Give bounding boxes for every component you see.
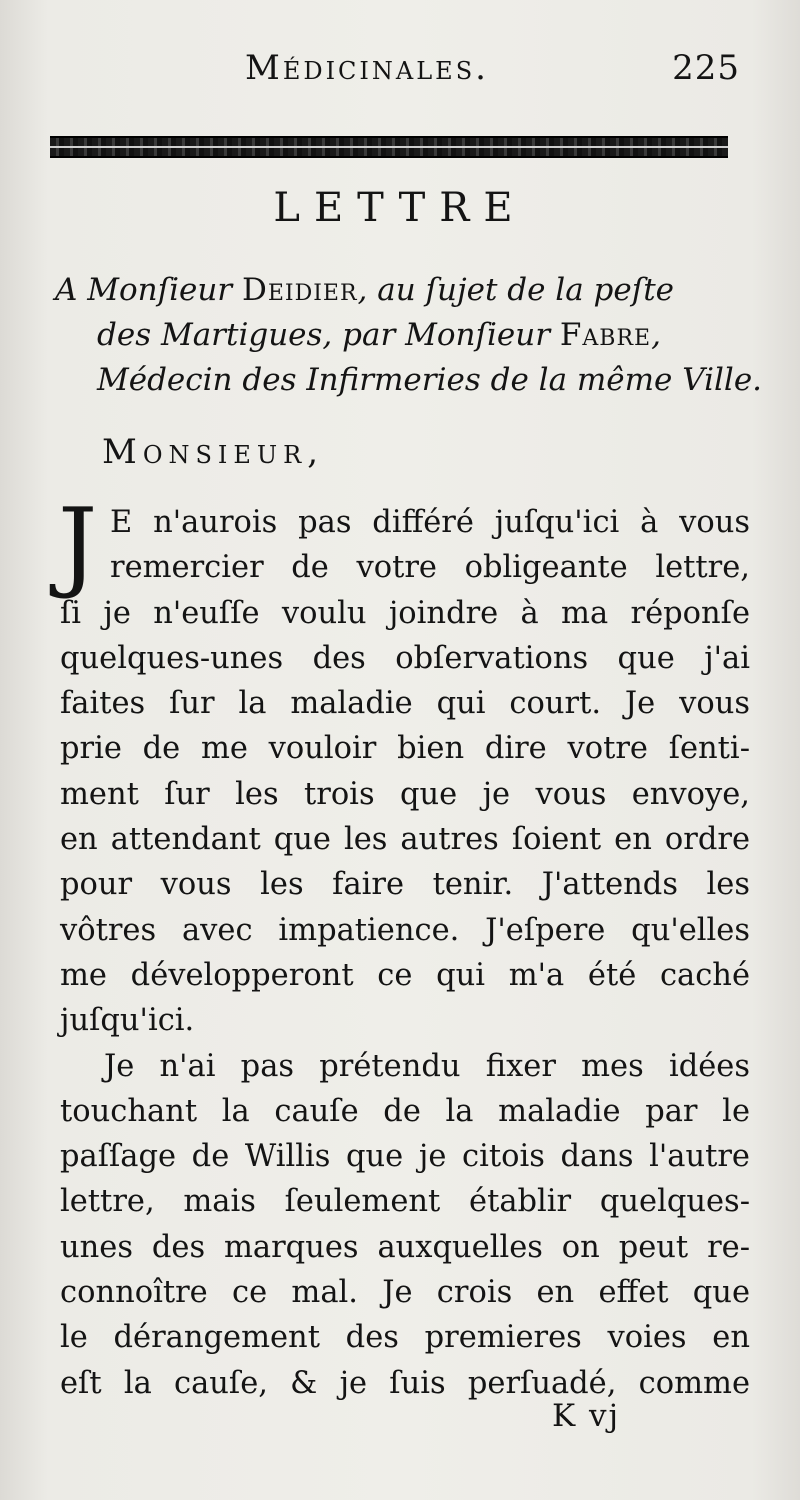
address-line: Médecin des Infirmeries de la même Ville.	[97, 362, 763, 398]
address-line	[55, 313, 755, 358]
letter-body	[58, 488, 750, 1406]
body-line: en attendant que les autres ſoient en ordre	[60, 822, 750, 858]
page-number: 225	[672, 48, 740, 88]
address-text: des Martigues, par Monſieur	[97, 317, 560, 353]
body-line: unes des marques auxquelles on peut re-	[60, 1229, 750, 1265]
body-line: connoître ce mal. Je crois en effet que	[60, 1275, 750, 1311]
running-title: Médicinales.	[245, 48, 489, 88]
address-line	[55, 268, 755, 313]
ornamental-rule	[50, 136, 728, 158]
body-line: vôtres avec impatience. J'eſpere qu'elles	[60, 912, 750, 948]
drop-cap: J	[58, 488, 98, 602]
letter-address	[55, 268, 763, 403]
address-text: A Monſieur	[55, 272, 242, 308]
running-head	[60, 48, 750, 98]
body-line: juſqu'ici.	[60, 1003, 195, 1039]
body-line: le dérangement des premieres voies en	[60, 1320, 750, 1356]
salutation: Monsieur,	[102, 432, 325, 472]
body-line: faites ſur la maladie qui court. Je vous	[60, 686, 750, 722]
author-name: Fabre	[559, 317, 652, 353]
body-line-text: E n'aurois pas différé juſqu'ici à vous	[110, 505, 750, 540]
letter-heading: LETTRE	[273, 185, 527, 231]
body-line: touchant la cauſe de la maladie par le	[60, 1093, 750, 1129]
body-line: eſt la cauſe, & je ſuis perſuadé, comme	[60, 1365, 750, 1401]
body-line: quelques-unes des obſervations que j'ai	[60, 640, 750, 676]
body-line: paſſage de Willis que je citois dans l'autre	[60, 1139, 750, 1175]
body-line: ment ſur les trois que je vous envoye,	[60, 776, 750, 812]
body-line: me développeront ce qui m'a été caché	[60, 957, 750, 993]
address-text: ,	[651, 317, 661, 353]
body-line: ſi je n'euſſe voulu joindre à ma réponſe	[60, 595, 750, 631]
catchword-signature: K vj	[552, 1398, 621, 1434]
body-line: lettre, mais ſeulement établir quelques-	[60, 1184, 750, 1220]
recipient-name: Deidier	[241, 272, 358, 308]
body-line: remercier de votre obligeante lettre,	[110, 550, 750, 586]
body-line: prie de me vouloir bien dire votre ſenti-	[60, 731, 750, 767]
address-text: , au ſujet de la peſte	[357, 272, 675, 308]
body-line: pour vous les faire tenir. J'attends les	[60, 867, 750, 903]
body-line: Je n'ai pas prétendu fixer mes idées	[104, 1048, 750, 1084]
